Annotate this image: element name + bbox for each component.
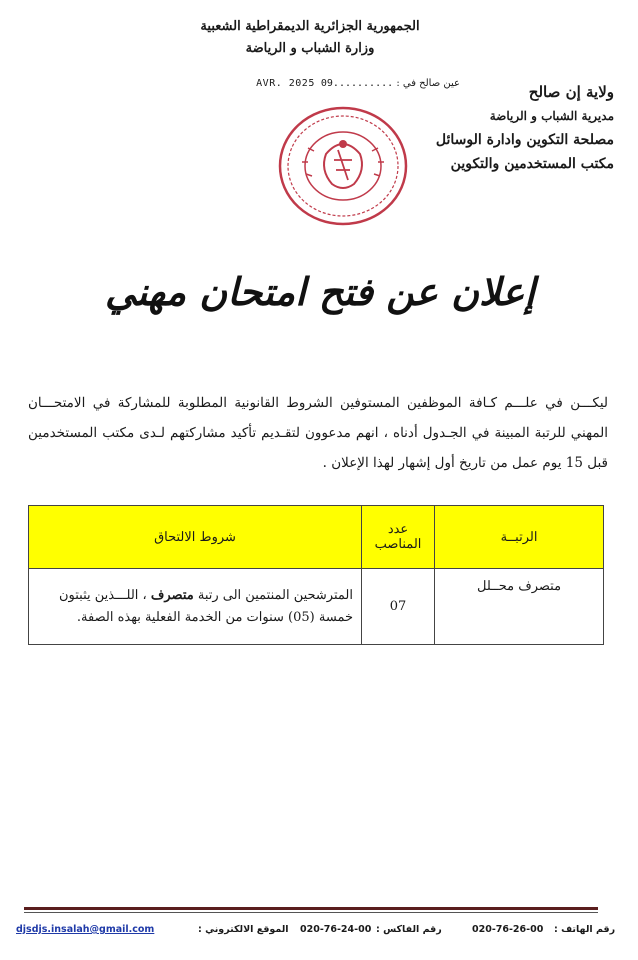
fax-number: 020-76-24-00 <box>300 924 372 935</box>
announcement-title: إعلان عن فتح امتحان مهني <box>105 269 535 314</box>
header-positions-line2: المناصب <box>374 537 422 552</box>
positions-cell: 07 <box>362 569 435 645</box>
directorate-name: مديرية الشباب و الرياضة <box>489 109 614 123</box>
grade-cell: متصرف محــلل <box>435 569 604 645</box>
phone-label: رقم الهاتف : <box>554 924 616 935</box>
ministry-name: وزارة الشباب و الرياضة <box>245 41 375 56</box>
header-conditions: شروط الالتحاق <box>29 506 362 569</box>
conditions-text-1: المترشحين المنتمين الى رتبة <box>197 587 353 603</box>
place-date-label: عين صالح في : <box>396 78 460 89</box>
header-positions <box>362 506 435 569</box>
header-positions-line1: عدد <box>387 522 409 537</box>
header-grade: الرتبــة <box>435 506 604 569</box>
footer-divider-thin <box>24 912 598 913</box>
contact-footer <box>16 924 622 944</box>
date-dots: .......... <box>332 78 394 89</box>
service-name: مصلحة التكوين وادارة الوسائل <box>435 132 614 148</box>
conditions-cell <box>29 569 362 645</box>
exam-table <box>28 505 604 645</box>
fax-label: رقم الفاكس : <box>376 924 442 935</box>
table-header-row <box>29 506 604 569</box>
email-label: الموقع الالكتروني : <box>198 924 289 935</box>
republic-header <box>200 16 420 60</box>
intro-paragraph: ليكـــن في علـــم كـافة الموظفين المستوفين الشروط القانونية المطلوبة للمشاركة في الامتحـــان المهني للرتبة المبينة في الجـدول أدناه ، انهم مدعوون لتقـديم تأكيد مشاركتهم لـدى مكتب المستخدمين قبل 15 يوم عمل من تاريخ أول إشهار لهذا الإعلان . <box>28 395 608 471</box>
wilaya-name: ولاية إن صالح <box>528 83 614 101</box>
conditions-grade-bold: متصرف <box>150 587 194 603</box>
footer-divider <box>24 907 598 910</box>
conditions-text-2: ، اللـــذين يثبتون خمسة (05) سنوات من الخدمة الفعلية بهذه الصفة. <box>59 587 353 625</box>
date-value: 09 AVR. 2025 <box>256 78 333 89</box>
email-link[interactable]: djsdjs.insalah@gmail.com <box>16 924 155 935</box>
republic-name: الجمهورية الجزائرية الديمقراطية الشعبية <box>200 19 420 34</box>
official-seal-icon <box>276 104 410 228</box>
issuing-authority <box>414 80 614 176</box>
table-row <box>29 569 604 645</box>
phone-number: 020-76-26-00 <box>472 924 544 935</box>
office-name: مكتب المستخدمين والتكوين <box>450 156 614 172</box>
